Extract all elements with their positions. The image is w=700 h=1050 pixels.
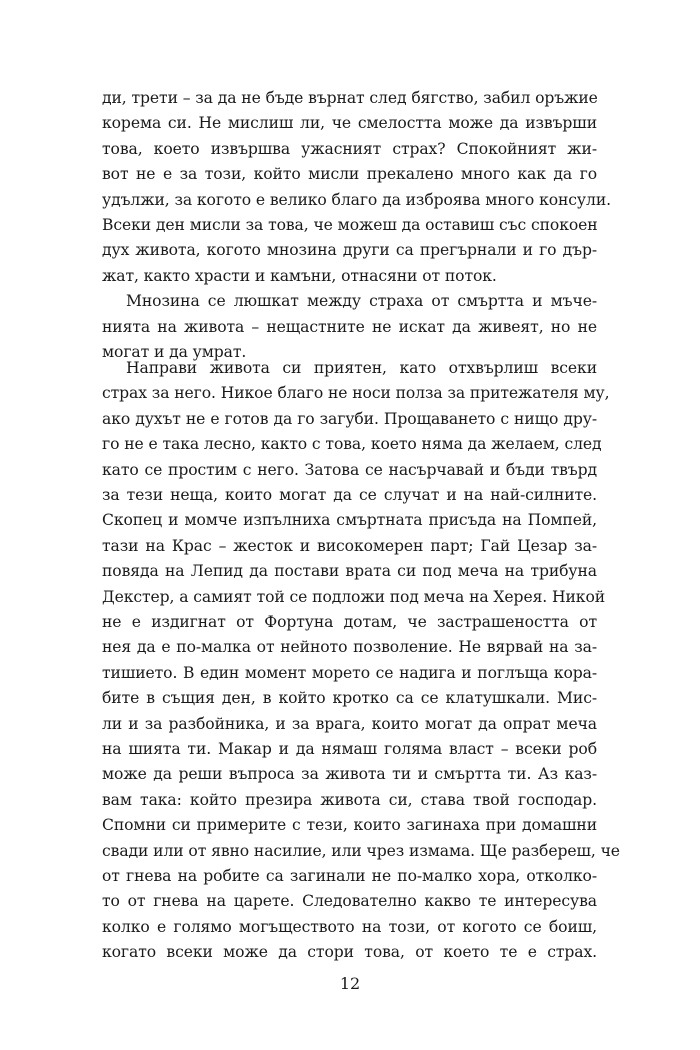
text-line: когато всеки може да стори това, от което те е страх.	[102, 943, 597, 962]
text-line: ди, трети – за да не бъде върнат след бягство, забил оръжие	[102, 89, 598, 107]
text-line: дух живота, когото мнозина други са прегърнали и го дър-	[102, 241, 597, 260]
text-line: на шията ти. Макар и да нямаш голяма власт – всеки роб	[102, 740, 597, 758]
text-line: това, което извършва ужасният страх? Спокойният жи-	[102, 139, 597, 158]
text-line: за тези неща, които могат да се случат и на най-силните.	[102, 486, 597, 504]
text-line: като се простим с него. Затова се насърчавай и бъди твърд	[102, 460, 597, 479]
text-line: ако духът не е готов да го загуби. Прощаването с нищо дру-	[102, 409, 597, 428]
text-line: Всеки ден мисли за това, че можеш да оставиш със спокоен	[102, 216, 598, 234]
text-line: повяда на Лепид да постави врата си под меча на трибуна	[102, 562, 597, 581]
text-line: страх за него. Никое благо не носи полза за притежателя му,	[102, 384, 610, 403]
text-line: могат и да умрат.	[102, 343, 247, 361]
text-line: го не е така лесно, както с това, което няма да желаем, след	[102, 435, 602, 454]
page-number: 12	[339, 974, 361, 993]
text-line: Спомни си примерите с тези, които загинаха при домашни	[102, 816, 597, 835]
text-line: не е издигнат от Фортуна дотам, че застрашеността от	[102, 613, 597, 631]
text-line: вам така: който презира живота си, става твой господар.	[102, 790, 597, 809]
text-line: ли и за разбойника, и за врага, които могат да опрат меча	[102, 714, 597, 733]
text-line: може да реши въпроса за живота ти и смъртта ти. Аз каз-	[102, 765, 597, 784]
text-line: жат, както храсти и камъни, отнасяни от поток.	[102, 266, 497, 285]
text-line: Мнозина се люшкат между страха от смъртта и мъче-	[126, 292, 597, 311]
text-line: тишието. В един момент морето се надига и поглъща кора-	[102, 663, 597, 682]
text-line: корема си. Не мислиш ли, че смелостта може да извърши	[102, 114, 597, 133]
text-line: Направи живота си приятен, като отхвърлиш всеки	[126, 359, 597, 377]
text-line: бите в същия ден, в който кротко са се клатушкали. Мис-	[102, 689, 597, 708]
text-line: удължи, за когото е велико благо да изброява много консули.	[102, 190, 611, 209]
text-line: Декстер, а самият той се подложи под меча на Херея. Никой	[102, 587, 606, 606]
text-line: от гнева на робите са загинали не по-малко хора, отколко-	[102, 867, 597, 885]
text-line: Скопец и момче изпълниха смъртната присъда на Помпей,	[102, 511, 597, 530]
text-line: то от гнева на царете. Следователно какво те интересува	[102, 892, 597, 911]
text-line: вот не е за този, който мисли прекалено много как да го	[102, 165, 597, 184]
text-line: нията на живота – нещастните не искат да живеят, но не	[102, 317, 597, 336]
text-line: тази на Крас – жесток и високомерен парт; Гай Цезар за-	[102, 536, 597, 555]
text-line: свади или от явно насилие, или чрез измама. Ще разбереш, че	[102, 841, 620, 860]
text-line: нея да е по-малка от нейното позволение. Не вярвай на за-	[102, 638, 597, 657]
text-line: колко е голямо могъществото на този, от когото се боиш,	[102, 917, 597, 936]
